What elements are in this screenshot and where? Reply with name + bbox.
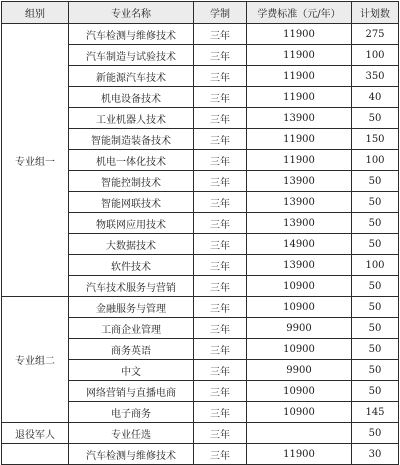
- tuition-cell: 13900: [247, 192, 352, 213]
- major-name-cell: 金融服务与管理: [69, 297, 194, 318]
- plan-count-cell: 40: [352, 87, 399, 108]
- header-major-name: 专业名称: [69, 2, 194, 24]
- tuition-cell: 11900: [247, 24, 352, 45]
- major-name-cell: 商务英语: [69, 339, 194, 360]
- duration-cell: 三年: [194, 24, 247, 45]
- plan-count-cell: 30: [352, 444, 399, 465]
- major-name-cell: 专业任选: [69, 423, 194, 444]
- duration-cell: 三年: [194, 402, 247, 423]
- major-name-cell: 智能控制技术: [69, 171, 194, 192]
- major-name-cell: 网络营销与直播电商: [69, 381, 194, 402]
- header-tuition: 学费标准（元/年）: [247, 2, 352, 24]
- major-name-cell: 智能网联技术: [69, 192, 194, 213]
- tuition-cell: 13900: [247, 171, 352, 192]
- group-cell: [2, 444, 69, 465]
- enrollment-plan-table: [1, 1, 399, 465]
- duration-cell: 三年: [194, 87, 247, 108]
- duration-cell: 三年: [194, 171, 247, 192]
- tuition-cell: 10900: [247, 402, 352, 423]
- plan-count-cell: 50: [352, 381, 399, 402]
- plan-count-cell: 145: [352, 402, 399, 423]
- major-name-cell: 汽车检测与维修技术: [69, 24, 194, 45]
- major-name-cell: 大数据技术: [69, 234, 194, 255]
- plan-count-cell: 50: [352, 423, 399, 444]
- duration-cell: 三年: [194, 150, 247, 171]
- plan-count-cell: 50: [352, 360, 399, 381]
- tuition-cell: 11900: [247, 66, 352, 87]
- duration-cell: 三年: [194, 423, 247, 444]
- duration-cell: 三年: [194, 381, 247, 402]
- major-name-cell: 智能制造装备技术: [69, 129, 194, 150]
- duration-cell: 三年: [194, 213, 247, 234]
- tuition-cell: 9900: [247, 360, 352, 381]
- plan-count-cell: 50: [352, 108, 399, 129]
- tuition-cell: 11900: [247, 444, 352, 465]
- duration-cell: 三年: [194, 276, 247, 297]
- tuition-cell: 10900: [247, 297, 352, 318]
- group-cell: 退役军人: [2, 423, 69, 444]
- header-duration: 学制: [194, 2, 247, 24]
- plan-count-cell: 50: [352, 339, 399, 360]
- plan-count-cell: 350: [352, 66, 399, 87]
- duration-cell: 三年: [194, 66, 247, 87]
- tuition-cell: 10900: [247, 339, 352, 360]
- major-name-cell: 工业机器人技术: [69, 108, 194, 129]
- plan-count-cell: 100: [352, 150, 399, 171]
- duration-cell: 三年: [194, 108, 247, 129]
- major-name-cell: 汽车检测与维修技术: [69, 444, 194, 465]
- plan-count-cell: 100: [352, 45, 399, 66]
- tuition-cell: 11900: [247, 150, 352, 171]
- duration-cell: 三年: [194, 234, 247, 255]
- tuition-cell: 10900: [247, 276, 352, 297]
- duration-cell: 三年: [194, 444, 247, 465]
- plan-count-cell: 100: [352, 255, 399, 276]
- plan-count-cell: 275: [352, 24, 399, 45]
- header-plan-count: 计划数: [352, 2, 399, 24]
- plan-count-cell: 50: [352, 318, 399, 339]
- duration-cell: 三年: [194, 255, 247, 276]
- header-row: [2, 2, 399, 24]
- major-name-cell: 工商企业管理: [69, 318, 194, 339]
- table-row: [2, 423, 399, 444]
- major-name-cell: 汽车技术服务与营销: [69, 276, 194, 297]
- tuition-cell: 11900: [247, 129, 352, 150]
- major-name-cell: 电子商务: [69, 402, 194, 423]
- major-name-cell: 物联网应用技术: [69, 213, 194, 234]
- table-row: [2, 297, 399, 318]
- major-name-cell: 中文: [69, 360, 194, 381]
- tuition-cell: 11900: [247, 45, 352, 66]
- tuition-cell: 13900: [247, 108, 352, 129]
- duration-cell: 三年: [194, 318, 247, 339]
- major-name-cell: 机电设备技术: [69, 87, 194, 108]
- tuition-cell: 13900: [247, 255, 352, 276]
- tuition-cell: 14900: [247, 234, 352, 255]
- plan-count-cell: 50: [352, 234, 399, 255]
- major-name-cell: 软件技术: [69, 255, 194, 276]
- tuition-cell: 10900: [247, 381, 352, 402]
- duration-cell: 三年: [194, 360, 247, 381]
- table-body: [2, 24, 399, 465]
- header-group: 组别: [2, 2, 69, 24]
- group-cell: 专业组一: [2, 24, 69, 297]
- tuition-cell: 9900: [247, 318, 352, 339]
- tuition-cell: 11900: [247, 87, 352, 108]
- plan-count-cell: 50: [352, 192, 399, 213]
- duration-cell: 三年: [194, 192, 247, 213]
- major-name-cell: 机电一体化技术: [69, 150, 194, 171]
- plan-count-cell: 50: [352, 213, 399, 234]
- tuition-cell: 13900: [247, 213, 352, 234]
- major-name-cell: 汽车制造与试验技术: [69, 45, 194, 66]
- plan-count-cell: 50: [352, 297, 399, 318]
- table-row: [2, 444, 399, 465]
- plan-count-cell: 150: [352, 129, 399, 150]
- major-name-cell: 新能源汽车技术: [69, 66, 194, 87]
- duration-cell: 三年: [194, 297, 247, 318]
- duration-cell: 三年: [194, 45, 247, 66]
- plan-count-cell: 50: [352, 276, 399, 297]
- table-row: [2, 24, 399, 45]
- duration-cell: 三年: [194, 339, 247, 360]
- group-cell: 专业组二: [2, 297, 69, 423]
- duration-cell: 三年: [194, 129, 247, 150]
- tuition-cell: [247, 423, 352, 444]
- plan-count-cell: 50: [352, 171, 399, 192]
